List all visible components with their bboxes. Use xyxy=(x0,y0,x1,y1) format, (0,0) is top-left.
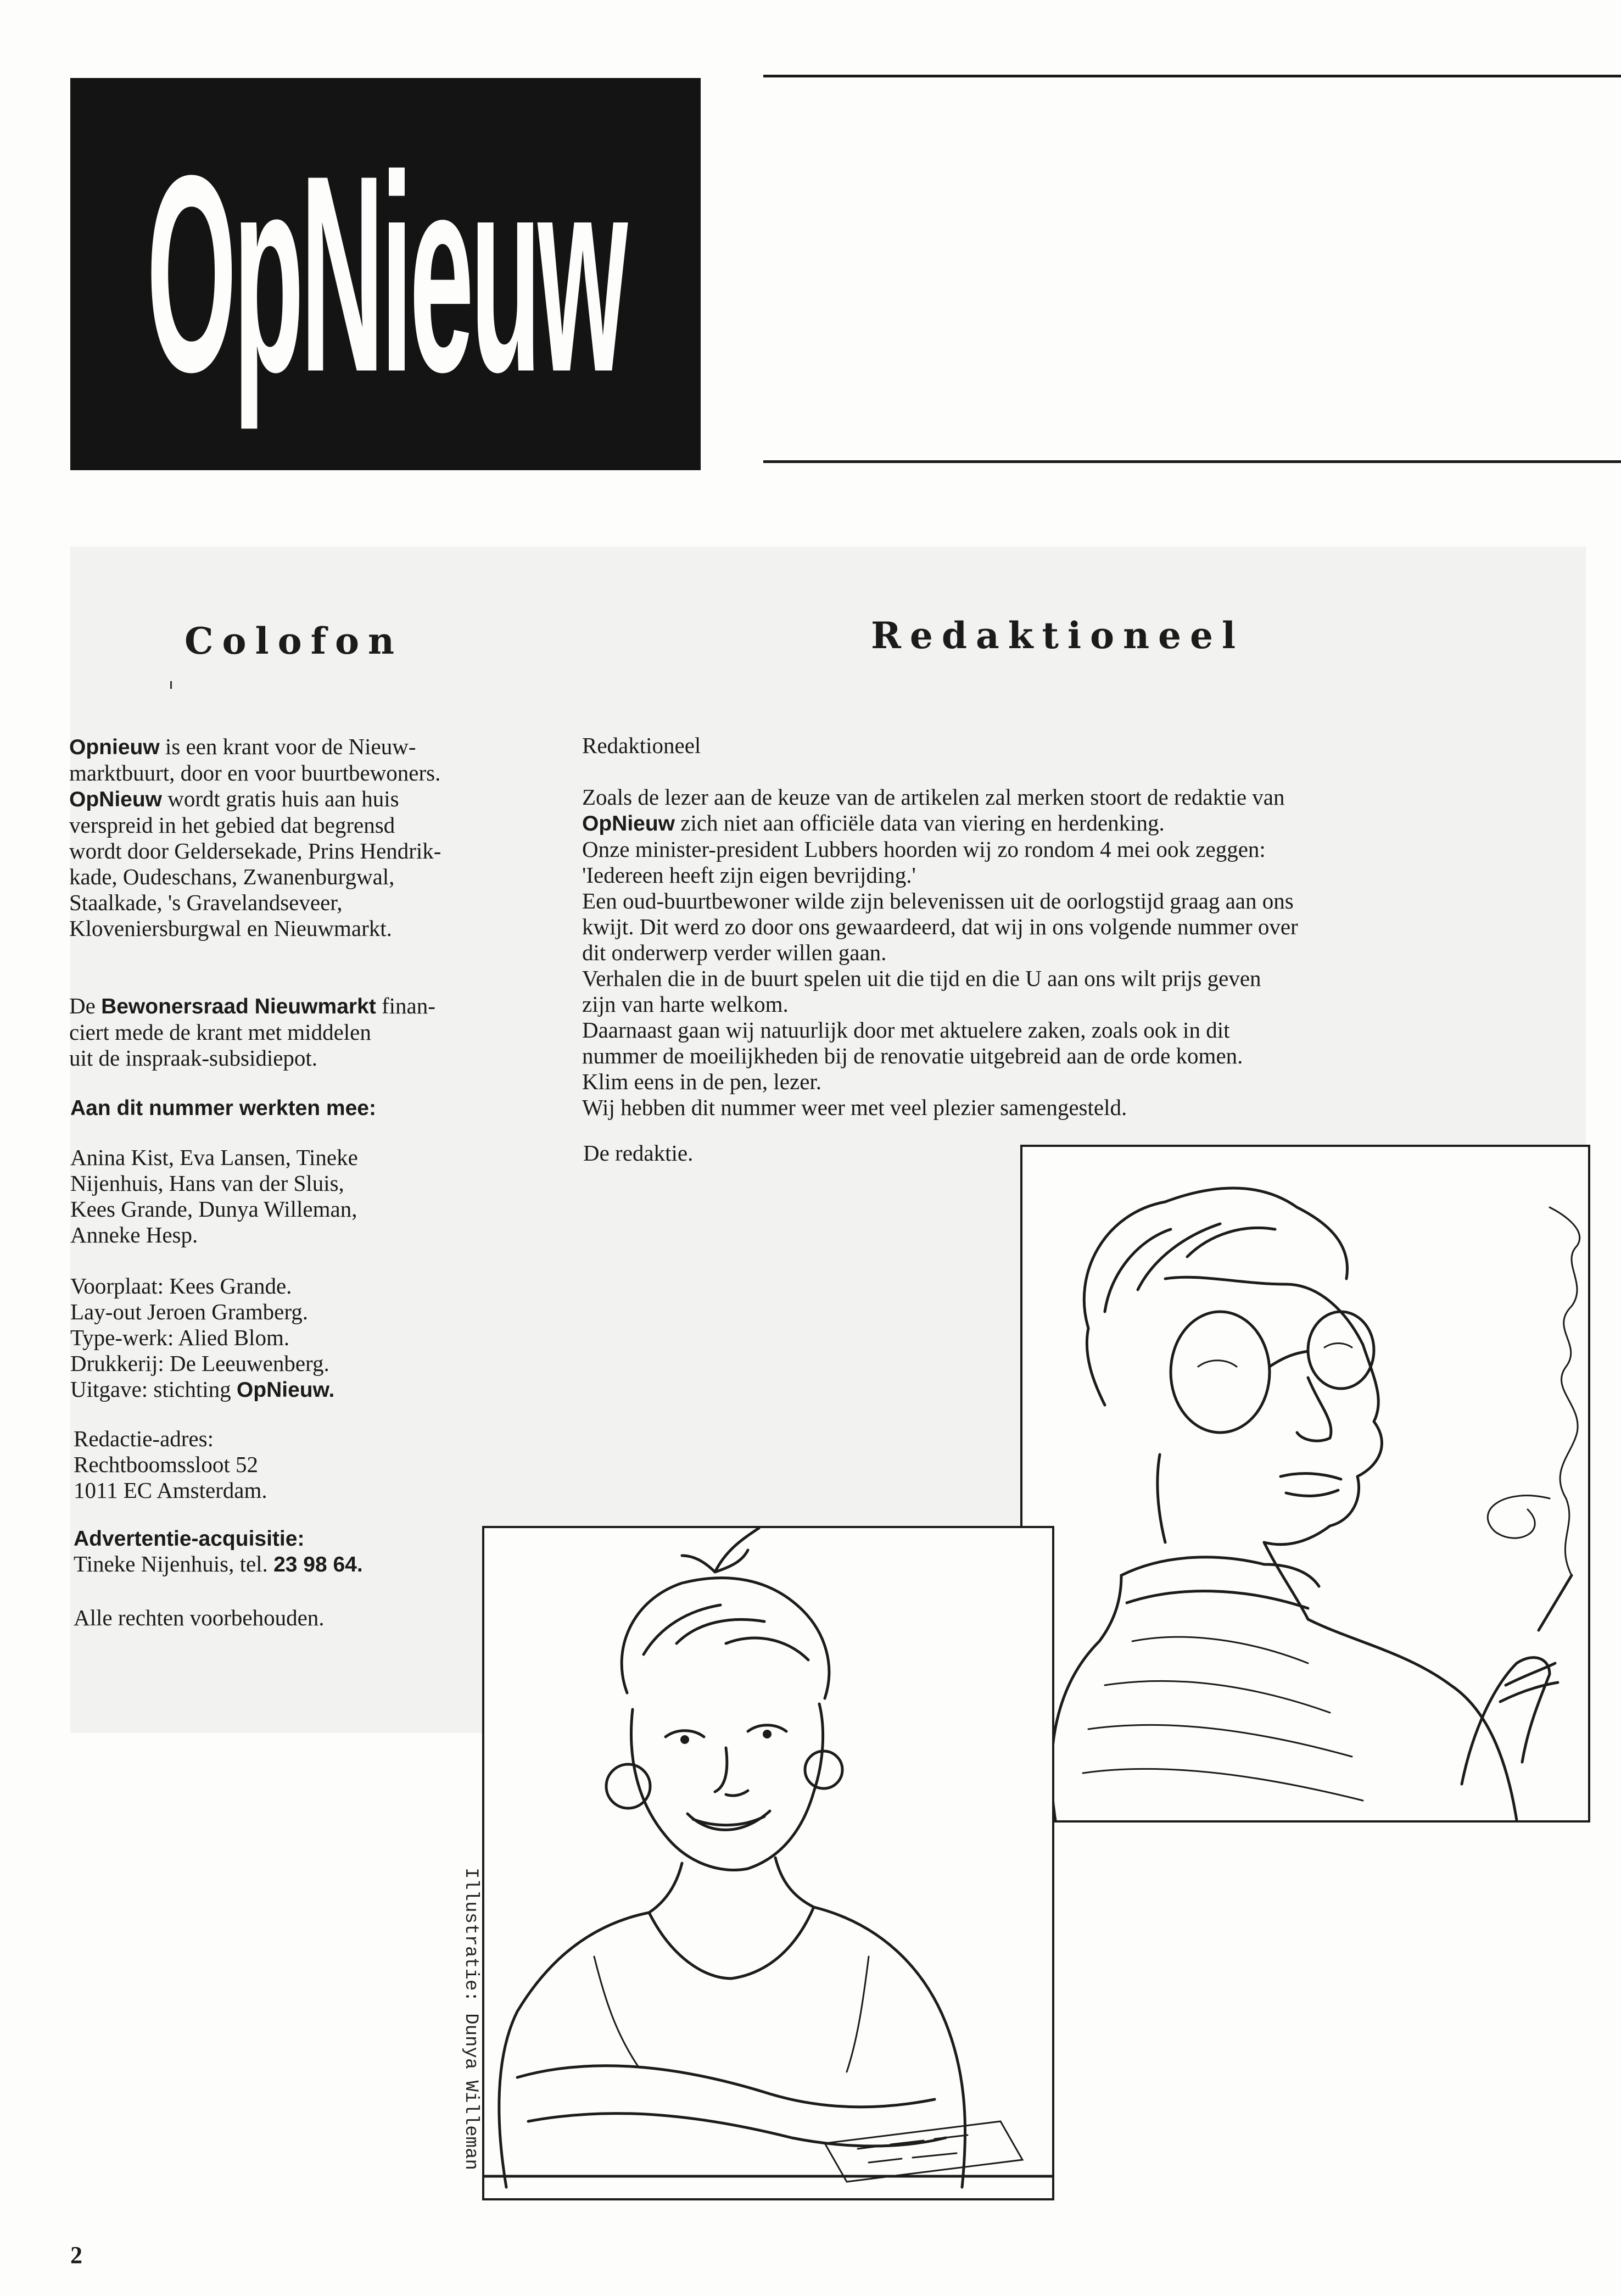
redaktioneel-line: Daarnaast gaan wij natuurlijk door met aktuelere zaken, zoals ook in dit xyxy=(582,1017,1230,1043)
redaktioneel-line: zich niet aan officiële data van viering en herdenking. xyxy=(680,810,1165,835)
redaktioneel-line: zijn van harte welkom. xyxy=(582,991,789,1017)
colofon-intro-line: is een krant voor de Nieuw- xyxy=(165,734,416,759)
colofon-intro-line: Kloveniersburgwal en Nieuwmarkt. xyxy=(69,916,392,941)
credit-line: Voorplaat: Kees Grande. xyxy=(70,1273,292,1299)
colofon-address xyxy=(74,1426,267,1503)
illustration-man-smoking xyxy=(1022,1147,1588,1820)
redaktioneel-subtitle: Redaktioneel xyxy=(582,733,701,758)
redaktioneel-line: dit onderwerp verder willen gaan. xyxy=(582,940,887,965)
contributors-line: Anneke Hesp. xyxy=(70,1222,198,1247)
colofon-intro-line: kade, Oudeschans, Zwanenburgwal, xyxy=(69,864,395,889)
publisher-prefix: Uitgave: stichting xyxy=(70,1377,231,1402)
financing-prefix: De xyxy=(69,993,96,1018)
credit-line: Drukkerij: De Leeuwenberg. xyxy=(70,1351,329,1376)
credit-line: Type-werk: Alied Blom. xyxy=(70,1325,290,1350)
colofon-intro-line: wordt gratis huis aan huis xyxy=(167,786,399,811)
contributors-line: Kees Grande, Dunya Willeman, xyxy=(70,1196,357,1222)
masthead-showthrough-logo xyxy=(1080,43,1436,517)
address-line: Redactie-adres: xyxy=(74,1426,214,1451)
brand-name: OpNieuw xyxy=(69,788,163,811)
contributors-list xyxy=(70,1145,358,1248)
publisher-name: OpNieuw. xyxy=(236,1378,335,1402)
redaktioneel-line: Wij hebben dit nummer weer met veel plezier samengesteld. xyxy=(582,1095,1127,1120)
redaktioneel-signoff: De redaktie. xyxy=(583,1140,694,1166)
colofon-intro xyxy=(69,734,441,941)
brand-name: OpNieuw xyxy=(582,812,675,835)
rights-notice: Alle rechten voorbehouden. xyxy=(74,1605,325,1630)
contributors-line: Nijenhuis, Hans van der Sluis, xyxy=(70,1171,344,1196)
contributors-heading: Aan dit nummer werkten mee: xyxy=(70,1096,376,1120)
ads-contact xyxy=(74,1551,363,1578)
redaktioneel-line: Zoals de lezer aan de keuze van de artikelen zal merken stoort de redaktie van xyxy=(582,784,1285,810)
ads-heading: Advertentie-acquisitie: xyxy=(74,1527,305,1551)
colofon-credits xyxy=(70,1273,334,1403)
colofon-intro-line: wordt door Geldersekade, Prins Hendrik- xyxy=(69,838,441,863)
ads-phone: 23 98 64. xyxy=(273,1553,363,1576)
page-number: 2 xyxy=(70,2242,82,2269)
financing-suffix: finan- xyxy=(382,993,435,1018)
contributors-line: Anina Kist, Eva Lansen, Tineke xyxy=(70,1145,358,1170)
redaktioneel-body xyxy=(582,784,1298,1121)
colofon-title: Colofon xyxy=(185,620,404,662)
redaktioneel-line: 'Iedereen heeft zijn eigen bevrijding.' xyxy=(582,862,916,888)
address-line: Rechtboomssloot 52 xyxy=(74,1452,258,1477)
redaktioneel-line: nummer de moeilijkheden bij de renovatie uitgebreid aan de orde komen. xyxy=(582,1043,1243,1068)
colofon-intro-line: Staalkade, 's Gravelandseveer, xyxy=(69,890,343,915)
redaktioneel-line: Onze minister-president Lubbers hoorden wij zo rondom 4 mei ook zeggen: xyxy=(582,837,1266,862)
colofon-intro-line: marktbuurt, door en voor buurtbewoners. xyxy=(69,760,441,785)
redaktioneel-line: Verhalen die in de buurt spelen uit die tijd en die U aan ons wilt prijs geven xyxy=(582,966,1261,991)
illustration-woman-frame xyxy=(482,1526,1054,2200)
redaktioneel-title: Redaktioneel xyxy=(871,614,1245,657)
redaktioneel-line: Een oud-buurtbewoner wilde zijn belevenissen uit de oorlogstijd graag aan ons xyxy=(582,888,1294,913)
masthead-logo xyxy=(70,78,701,470)
illustration-man-frame xyxy=(1020,1145,1590,1823)
colofon-intro-line: verspreid in het gebied dat begrensd xyxy=(69,812,395,838)
brand-name: Opnieuw xyxy=(69,735,160,759)
stray-mark xyxy=(170,681,172,689)
ads-contact-name: Tineke Nijenhuis, tel. xyxy=(74,1551,268,1576)
address-line: 1011 EC Amsterdam. xyxy=(74,1478,267,1503)
financing-line: ciert mede de krant met middelen xyxy=(69,1019,371,1045)
credit-line: Lay-out Jeroen Gramberg. xyxy=(70,1299,309,1324)
colofon-financing xyxy=(69,993,435,1071)
redaktioneel-line: kwijt. Dit werd zo door ons gewaardeerd, dat wij in ons volgende nummer over xyxy=(582,914,1298,939)
redaktioneel-line: Klim eens in de pen, lezer. xyxy=(582,1069,822,1094)
illustration-woman-smiling xyxy=(484,1528,1052,2198)
masthead-logo-text: OpNieuw xyxy=(146,117,625,431)
financing-org: Bewonersraad Nieuwmarkt xyxy=(101,995,376,1018)
financing-line: uit de inspraak-subsidiepot. xyxy=(69,1045,318,1071)
illustration-credit: Illustratie: Dunya Willeman xyxy=(460,1868,481,2170)
